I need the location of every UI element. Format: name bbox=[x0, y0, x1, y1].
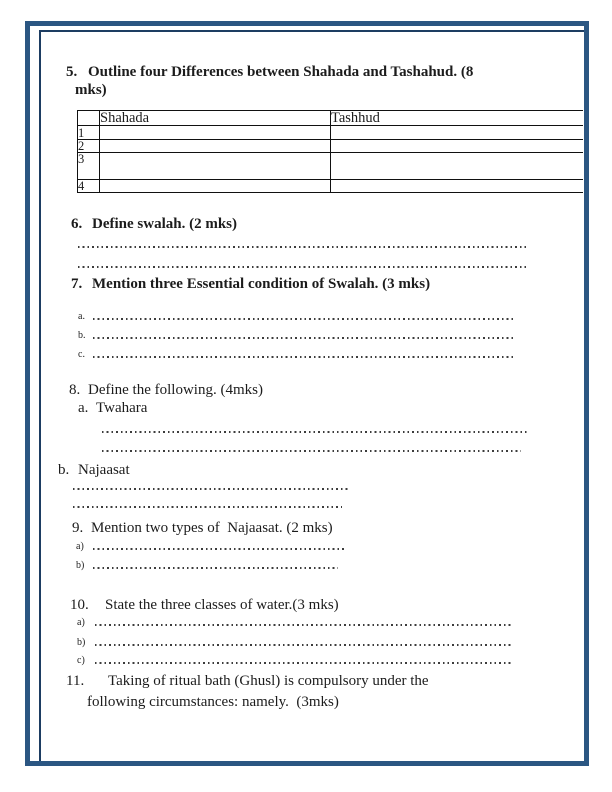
answer-line-q8b-2 bbox=[73, 506, 342, 508]
question-5-title-line2: mks) bbox=[75, 82, 107, 98]
question-10-item-b-label: b) bbox=[77, 637, 86, 648]
question-9-number: 9. bbox=[72, 520, 84, 536]
table-cell-tashhud-4 bbox=[331, 180, 584, 193]
question-7-item-a-label: a. bbox=[78, 311, 85, 322]
table-cell-shahada-3 bbox=[100, 153, 331, 180]
question-7-title: Mention three Essential condition of Swalah. (3 mks) bbox=[92, 276, 431, 292]
question-5-title-line1: Outline four Differences between Shahada and Tashahud. (8 bbox=[88, 64, 474, 80]
question-8-number: 8. bbox=[69, 382, 81, 398]
question-9-item-b-label: b) bbox=[76, 560, 85, 571]
table-row-number-3: 3 bbox=[78, 153, 100, 180]
question-6-title: Define swalah. (2 mks) bbox=[92, 216, 237, 232]
question-10-number: 10. bbox=[70, 597, 89, 613]
table-cell-tashhud-3 bbox=[331, 153, 584, 180]
answer-line-q7-a bbox=[93, 318, 513, 320]
question-8-title: Define the following. (4mks) bbox=[88, 382, 263, 398]
table-cell-shahada-1 bbox=[100, 126, 331, 140]
question-11-number: 11. bbox=[66, 673, 85, 689]
question-8-part-a-term: Twahara bbox=[96, 400, 148, 416]
question-10-item-c-label: c) bbox=[77, 655, 85, 666]
question-7-item-c-label: c. bbox=[78, 349, 85, 360]
question-7-number: 7. bbox=[71, 276, 83, 292]
answer-line-q10-c bbox=[95, 662, 513, 664]
table-header-shahada: Shahada bbox=[100, 111, 331, 126]
question-9-item-a-label: a) bbox=[76, 541, 84, 552]
table-header-tashhud: Tashhud bbox=[331, 111, 584, 126]
answer-line-q7-c bbox=[93, 356, 513, 358]
answer-line-q6-1 bbox=[78, 246, 528, 248]
table-cell-tashhud-1 bbox=[331, 126, 584, 140]
answer-line-q8b-1 bbox=[73, 488, 348, 490]
table-cell-tashhud-2 bbox=[331, 140, 584, 153]
table-cell-shahada-2 bbox=[100, 140, 331, 153]
question-8-part-a-label: a. bbox=[78, 400, 89, 416]
question-10-title: State the three classes of water.(3 mks) bbox=[105, 597, 339, 613]
table-corner-cell bbox=[78, 111, 100, 126]
question-11-title-line2: following circumstances: namely. (3mks) bbox=[87, 694, 339, 710]
question-5-number: 5. bbox=[66, 64, 78, 80]
answer-line-q6-2 bbox=[78, 266, 528, 268]
answer-line-q9-b bbox=[93, 567, 338, 569]
table-row-number-1: 1 bbox=[78, 126, 100, 140]
table-row-number-4: 4 bbox=[78, 180, 100, 193]
answer-line-q10-b bbox=[95, 644, 513, 646]
question-10-item-a-label: a) bbox=[77, 617, 85, 628]
answer-line-q7-b bbox=[93, 337, 513, 339]
question-8-part-b-label: b. bbox=[58, 462, 70, 478]
answer-line-q10-a bbox=[95, 624, 513, 626]
question-11-title-line1: Taking of ritual bath (Ghusl) is compulsory under the bbox=[108, 673, 429, 689]
question-9-title: Mention two types of Najaasat. (2 mks) bbox=[91, 520, 333, 536]
differences-table bbox=[77, 110, 583, 193]
answer-line-q9-a bbox=[93, 548, 345, 550]
question-6-number: 6. bbox=[71, 216, 83, 232]
question-8-part-b-term: Najaasat bbox=[78, 462, 130, 478]
answer-line-q8a-2 bbox=[102, 450, 521, 452]
question-7-item-b-label: b. bbox=[78, 330, 86, 341]
table-cell-shahada-4 bbox=[100, 180, 331, 193]
answer-line-q8a-1 bbox=[102, 431, 528, 433]
table-row-number-2: 2 bbox=[78, 140, 100, 153]
